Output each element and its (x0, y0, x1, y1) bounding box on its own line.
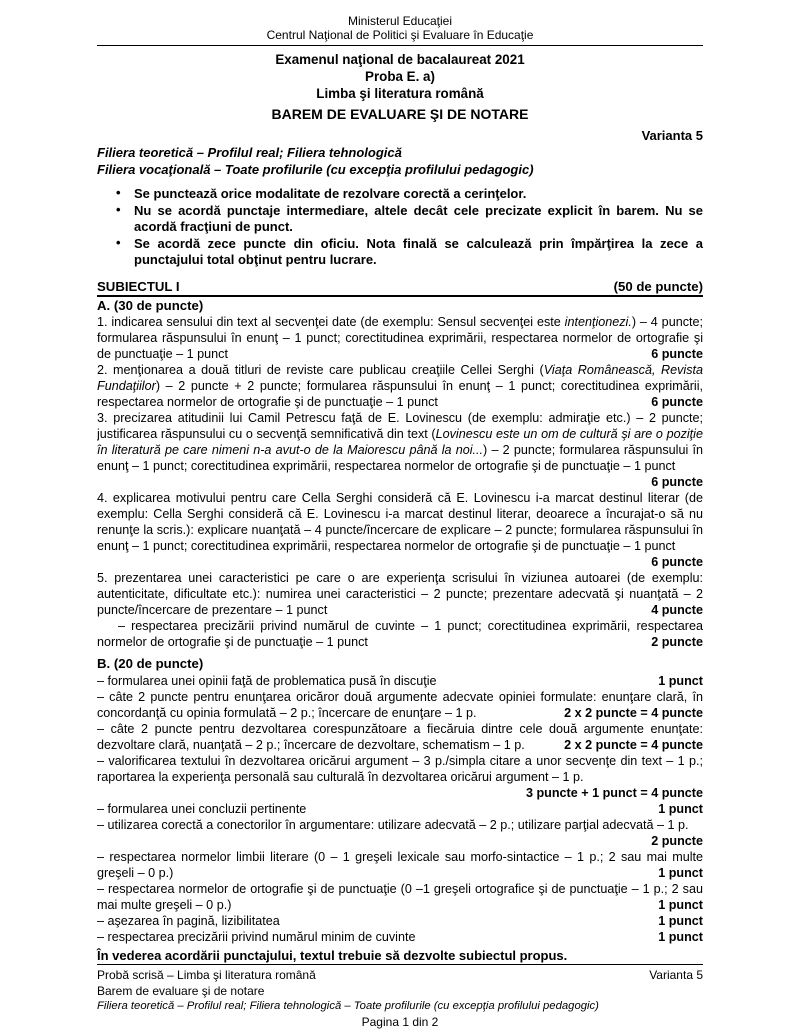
exam-subject: Limba şi literatura română (316, 86, 484, 101)
filiera-line-1: Filiera teoretică – Profilul real; Filiera tehnologică (97, 145, 402, 160)
points-value: 6 puncte (651, 395, 703, 409)
subject1-title: SUBIECTUL I (97, 278, 180, 294)
item-text: 3. precizarea atitudinii lui Camil Petrescu faţă de E. Lovinescu (de exemplu: admiraţie etc.) – 2 puncte; justificarea răspunsului cu o secvenţă semnificativă din text ( (97, 411, 703, 441)
section-a-title: A. (30 de puncte) (97, 297, 204, 313)
item-text: – respectarea normelor limbii literare (0 – 1 greşeli lexicale sau morfo-sintactice – 1 p.; 2 sau mai multe greşeli – 0 p.) (97, 849, 703, 880)
points-value: 6 puncte (651, 347, 703, 361)
footer-row-1 (97, 968, 703, 984)
general-rules-list (97, 186, 703, 269)
item-text: 5. prezentarea unei caracteristici pe care o are experienţa scrisului în viziunea autoarei (de exemplu: autenticitate, dificultate etc.): numirea unei caracteristici – 2 puncte; prezentare adecvată şi nuanţată – 2 puncte/încercare de prezentare – 1 punct (97, 571, 703, 617)
section-b-item-10 (97, 929, 703, 945)
item-text-italic: intenţionezi. (564, 315, 632, 329)
item-text: ) – 2 puncte + 2 puncte; formularea răspunsului în enunţ – 1 punct; corectitudinea exprimării, respectarea normelor de ortografie şi de punctuaţie – 1 punct (97, 379, 703, 409)
bullet-icon: • (116, 234, 121, 250)
section-a-item-3 (97, 410, 703, 490)
rule-text: Se punctează orice modalitate de rezolvare corectă a cerinţelor. (134, 186, 527, 201)
document-header (97, 14, 703, 144)
item-text: – utilizarea corectă a conectorilor în argumentare: utilizare adecvată – 2 p.; utilizare parţial adecvată – 1 p. (97, 817, 689, 832)
footer-page-number: Pagina 1 din 2 (361, 1014, 439, 1029)
item-text-italic: Lovinescu este un om de cultură şi are o poziţie în literatură pe care nimeni n-a avut-o de la Maiorescu până la noi... (97, 427, 703, 457)
bullet-icon: • (116, 201, 121, 217)
bullet-icon: • (116, 185, 121, 200)
points-value: 2 puncte (651, 833, 703, 848)
points-value: 4 puncte (651, 603, 703, 617)
section-b-item-6 (97, 817, 703, 849)
item-text: – respectarea precizării privind numărul de cuvinte – 1 punct; corectitudinea exprimării, respectarea normelor de ortografie şi de punctuaţie – 1 punct (97, 619, 703, 649)
points-value: 1 punct (658, 673, 703, 688)
points-value: 1 punct (658, 929, 703, 944)
ministry-line-1: Ministerul Educaţiei (347, 14, 453, 28)
points-value: 6 puncte (651, 475, 703, 489)
subject1-total-points: (50 de puncte) (613, 278, 703, 294)
item-text: – respectarea precizării privind numărul minim de cuvinte (97, 929, 416, 944)
section-b-item-4 (97, 753, 703, 801)
filiera-block (97, 145, 703, 178)
points-value: 6 puncte (651, 555, 703, 569)
item-text: ) – 4 puncte; formularea răspunsului în enunţ – 1 punct; corectitudinea exprimării, respectarea normelor de ortografie şi de punctuaţie – 1 punct (97, 315, 703, 361)
rule-text: Nu se acordă punctaje intermediare, altele decât cele precizate explicit în barem. Nu se acordă fracţiuni de punct. (134, 202, 703, 234)
section-b-item-8 (97, 881, 703, 913)
item-text: – formularea unei opinii faţă de problematica pusă în discuţie (97, 673, 437, 688)
points-value: 1 punct (658, 865, 703, 880)
points-value: 2 x 2 puncte = 4 puncte (564, 737, 703, 752)
barem-title: BAREM DE EVALUARE ŞI DE NOTARE (271, 106, 529, 122)
points-value: 2 puncte (651, 635, 703, 649)
section-b-items (97, 673, 703, 945)
section-b-item-5 (97, 801, 703, 817)
points-value: 1 punct (658, 913, 703, 928)
section-b-note: În vederea acordării punctajului, textul trebuie să dezvolte subiectul propus. (97, 947, 568, 963)
section-b-item-9 (97, 913, 703, 929)
variant-label: Varianta 5 (641, 128, 703, 143)
rule-item-3 (97, 236, 703, 269)
section-b-item-7 (97, 849, 703, 881)
section-a-item-6 (97, 618, 703, 650)
points-value: 1 punct (658, 801, 703, 816)
section-b-title: B. (20 de puncte) (97, 656, 204, 671)
item-text-italic: Viaţa Românească, Revista Fundaţiilor (97, 363, 703, 393)
ministry-line-2: Centrul Naţional de Politici şi Evaluare în Educaţie (266, 28, 534, 42)
item-text: 2. menţionarea a două titluri de reviste care publicau creaţiile Cellei Serghi ( (97, 363, 544, 377)
points-value: 3 puncte + 1 punct = 4 puncte (525, 785, 703, 800)
points-value: 1 punct (658, 897, 703, 912)
item-text: – valorificarea textului în dezvoltarea oricărui argument – 3 p./simpla citare a unor secvenţe din text – 1 p.; raportarea la experienţa personală sau culturală în dezvoltarea oricărui argument – 1 p. (97, 753, 703, 784)
item-text: – formularea unei concluzii pertinente (97, 801, 307, 816)
rule-item-1 (97, 186, 703, 203)
item-text: 1. indicarea sensului din text al secvenţei date (de exemplu: Sensul secvenţei este (97, 315, 565, 329)
section-b-item-3 (97, 721, 703, 753)
section-a-item-2 (97, 362, 703, 410)
item-text: – câte 2 puncte pentru dezvoltarea corespunzătoare a fiecăruia dintre cele două argumente enunţate: dezvoltare clară, nuanţată – 2 p.; încercare de dezvoltare, schematism – 1 p. (97, 721, 703, 752)
exam-proba: Proba E. a) (365, 69, 435, 84)
section-a-item-5 (97, 570, 703, 618)
rule-item-2 (97, 203, 703, 236)
points-value: 2 x 2 puncte = 4 puncte (564, 705, 703, 720)
item-text: – respectarea normelor de ortografie şi de punctuaţie (0 –1 greşeli ortografice şi de punctuaţie – 1 p.; 2 sau mai multe greşeli – 0 p.) (97, 881, 703, 912)
item-text: 4. explicarea motivului pentru care Cella Serghi consideră că E. Lovinescu i-a marcat destinul literar (de exemplu: Cella Serghi consideră că E. Lovinescu i-a marcat destinul literar, deoarece a încurajat-o să nu renunţe la scris.): explicare nuanţată – 4 puncte/încercare de explicare – 2 puncte; formularea răspunsului în enunţ – 1 punct; corectitudinea exprimării, respectarea normelor de ortografie şi de punctuaţie – 1 punct (97, 491, 703, 553)
section-b-item-2 (97, 689, 703, 721)
filiera-line-2: Filiera vocaţională – Toate profilurile (cu excepţia profilului pedagogic) (97, 161, 534, 177)
item-text: – câte 2 puncte pentru enunţarea oricăror două argumente adecvate opiniei formulate: enunţare clară, în concordanţă cu opinia formulată – 2 p.; încercare de enunţare – 1 p. (97, 689, 703, 720)
footer-variant: Varianta 5 (649, 968, 703, 982)
section-a-item-4 (97, 490, 703, 570)
item-text: ) – 2 puncte; formularea răspunsului în enunţ – 1 punct; corectitudinea exprimării, respectarea normelor de ortografie şi de punctuaţie – 1 punct (97, 443, 703, 473)
rule-text: Se acordă zece puncte din oficiu. Nota finală se calculează prin împărţirea la zece a punctajului total obţinut pentru lucrare. (134, 235, 703, 267)
exam-title: Examenul naţional de bacalaureat 2021 (275, 52, 525, 67)
header-divider (97, 45, 703, 46)
footer-proba-scrisa: Probă scrisă – Limba şi literatura română (97, 968, 316, 982)
section-a-item-1 (97, 314, 703, 362)
footer-filiera-line: Filiera teoretică – Profilul real; Filiera tehnologică – Toate profilurile (cu excepţia profilului pedagogic) (97, 1000, 599, 1012)
item-text: – aşezarea în pagină, lizibilitatea (97, 913, 280, 928)
section-a-items (97, 314, 703, 650)
footer-barem-line: Barem de evaluare şi de notare (97, 983, 265, 998)
subject1-heading (97, 278, 703, 297)
section-b-item-1 (97, 673, 703, 689)
document-footer (97, 964, 703, 1030)
